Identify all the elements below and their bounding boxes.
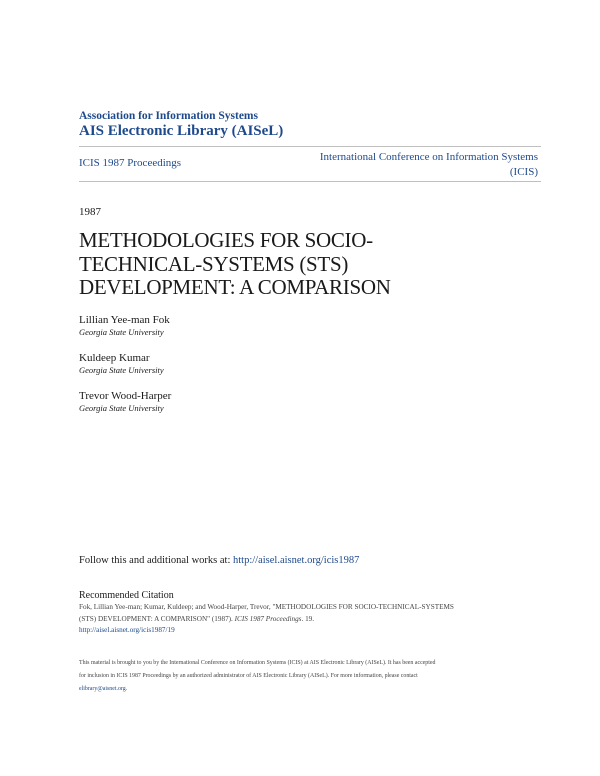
top-divider (79, 146, 541, 147)
notice-line-2: for inclusion in ICIS 1987 Proceedings by an authorized administrator of AIS Electronic Library (AISeL). For more information, please contact (79, 673, 418, 679)
citation-text: . 19. (301, 614, 315, 623)
citation-body (79, 602, 539, 637)
author-entry (79, 390, 171, 413)
paper-title (79, 229, 539, 300)
citation-line-1: Fok, Lillian Yee-man; Kumar, Kuldeep; and Wood-Harper, Trevor, "METHODOLOGIES FOR SOCIO-TECHNICAL-SYSTEMS (79, 603, 454, 611)
notice-suffix: . (125, 686, 128, 692)
author-name[interactable]: Trevor Wood-Harper (79, 390, 172, 402)
citation-link[interactable]: http://aisel.aisnet.org/icis1987/19 (79, 626, 175, 634)
notice-text (79, 657, 541, 696)
author-entry (79, 314, 170, 337)
conference-line-2: (ICIS) (509, 166, 538, 178)
follow-text: Follow this and additional works at: (79, 555, 233, 566)
author-name[interactable]: Lillian Yee-man Fok (79, 314, 170, 326)
author-affiliation: Georgia State University (79, 327, 164, 337)
author-entry (79, 352, 164, 375)
title-line: TECHNICAL-SYSTEMS (STS) (79, 251, 349, 276)
citation-proceedings: ICIS 1987 Proceedings (234, 614, 302, 623)
author-affiliation: Georgia State University (79, 403, 164, 413)
citation-line-2 (79, 614, 539, 626)
title-line: METHODOLOGIES FOR SOCIO- (79, 228, 373, 252)
publication-year: 1987 (79, 206, 101, 218)
author-name[interactable]: Kuldeep Kumar (79, 352, 150, 364)
conference-link[interactable] (298, 150, 538, 180)
citation-heading: Recommended Citation (79, 590, 174, 601)
follow-link[interactable]: http://aisel.aisnet.org/icis1987 (233, 555, 360, 566)
proceedings-link[interactable]: ICIS 1987 Proceedings (79, 157, 182, 169)
contact-email-link[interactable]: elibrary@aisnet.org (79, 686, 126, 692)
conference-line-1: International Conference on Information Systems (319, 151, 538, 163)
citation-text: (STS) DEVELOPMENT: A COMPARISON" (1987). (79, 614, 235, 623)
bottom-divider (79, 181, 541, 182)
org-name: Association for Information Systems (79, 110, 258, 122)
follow-line (79, 555, 359, 566)
author-affiliation: Georgia State University (79, 365, 164, 375)
title-line: DEVELOPMENT: A COMPARISON (79, 275, 391, 299)
library-name[interactable]: AIS Electronic Library (AISeL) (79, 123, 284, 139)
notice-line-1: This material is brought to you by the International Conference on Information Systems (ICIS) at AIS Electronic Library (AISeL). It has been accepted (79, 660, 436, 666)
